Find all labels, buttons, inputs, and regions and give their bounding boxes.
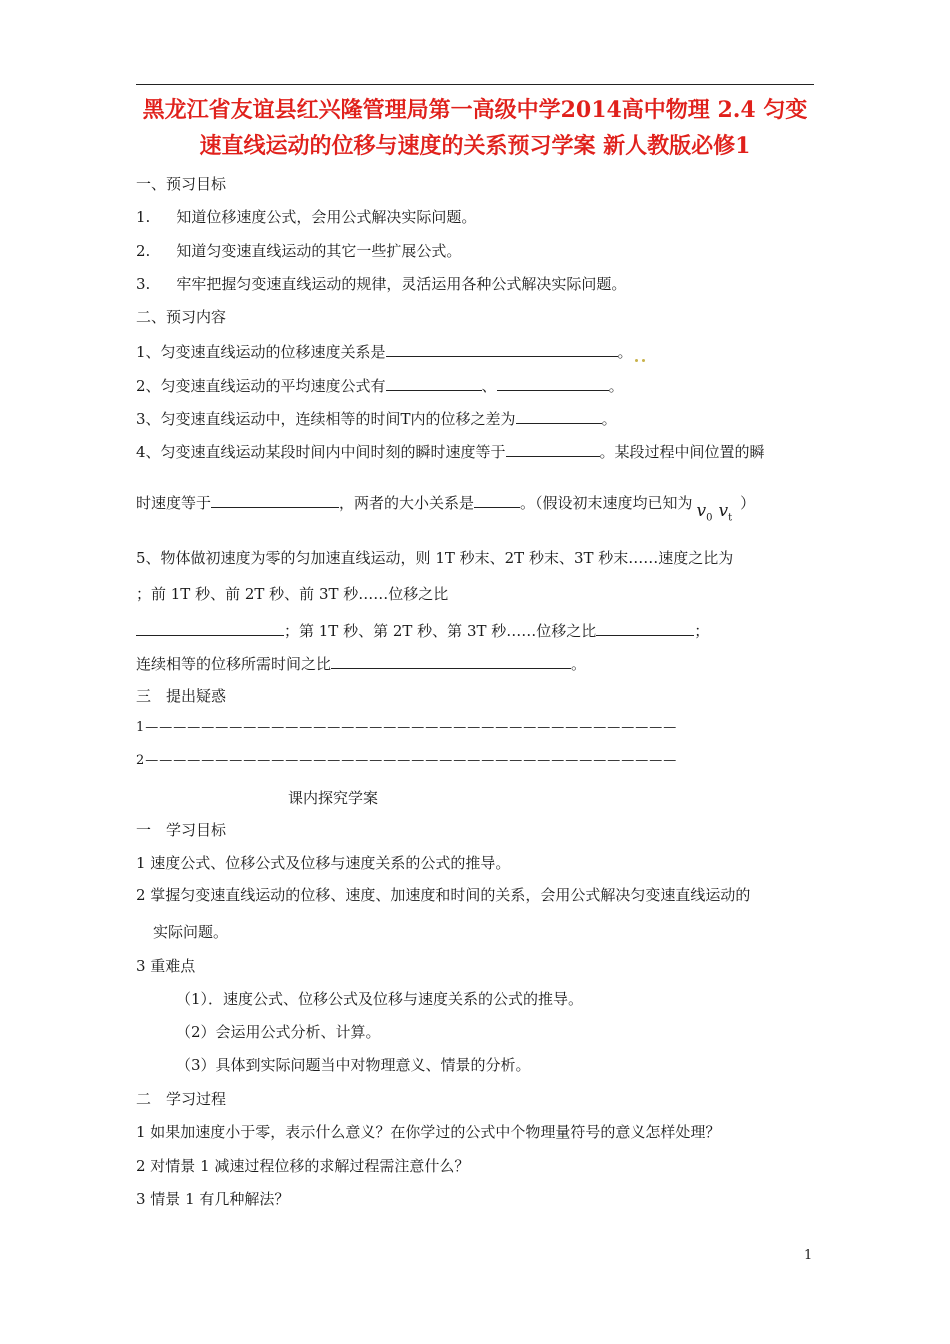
- header-rule: [136, 84, 814, 85]
- key-point-2: （2）会运用公式分析、计算。: [176, 1023, 381, 1041]
- inclass-goal-1: 1 速度公式、位移公式及位移与速度关系的公式的推导。: [136, 854, 511, 872]
- question-2: 2、匀变速直线运动的平均速度公式有 、 。: [136, 377, 624, 395]
- process-heading: 二 学习过程: [136, 1090, 227, 1108]
- preview-goals-heading: 一、预习目标: [136, 175, 227, 193]
- question-5-line3: ；第 1T 秒、第 2T 秒、第 3T 秒……位移之比 ；: [136, 620, 709, 641]
- question-1: 1、匀变速直线运动的位移速度关系是 。: [136, 341, 647, 362]
- answer-blank[interactable]: [331, 653, 571, 669]
- answer-blank[interactable]: [386, 341, 618, 357]
- preview-goal-2: 2. 知道匀变速直线运动的其它一些扩展公式。: [136, 242, 462, 260]
- doubts-heading: 三 提出疑惑: [136, 687, 227, 705]
- vt-symbol: $v_t$: [718, 501, 733, 524]
- preview-goal-3: 3. 牢牢把握匀变速直线运动的规律，灵活运用各种公式解决实际问题。: [136, 275, 627, 293]
- v0-symbol: $v_0$: [696, 501, 713, 524]
- answer-blank[interactable]: [386, 375, 482, 391]
- answer-blank[interactable]: [497, 375, 609, 391]
- inclass-goal-2-line1: 2 掌握匀变速直线运动的位移、速度、加速度和时间的关系，会用公式解决匀变速直线运动的: [136, 886, 751, 904]
- inclass-goals-heading: 一 学习目标: [136, 821, 227, 839]
- answer-blank[interactable]: [596, 620, 694, 636]
- answer-blank[interactable]: [516, 408, 602, 424]
- inclass-heading: 课内探究学案: [288, 789, 379, 807]
- question-3: 3、匀变速直线运动中，连续相等的时间T内的位移之差为 。: [136, 410, 617, 428]
- document-title-line2: 速直线运动的位移与速度的关系预习学案 新人教版必修1: [199, 133, 751, 159]
- answer-blank[interactable]: [211, 492, 339, 508]
- answer-blank[interactable]: [506, 441, 600, 457]
- preview-content-heading: 二、预习内容: [136, 308, 227, 326]
- preview-goal-1: 1. 知道位移速度公式，会用公式解决实际问题。: [136, 208, 477, 226]
- doubt-line-1[interactable]: 1——————————————————————————————————————: [136, 720, 678, 735]
- page-number: 1: [804, 1248, 813, 1263]
- key-point-1: （1）．速度公式、位移公式及位移与速度关系的公式的推导。: [176, 990, 584, 1008]
- document-title-line1: 黑龙江省友谊县红兴隆管理局第一高级中学2014高中物理 2.4 匀变: [142, 97, 808, 123]
- mark-dot: [635, 359, 638, 362]
- question-5-line4: 连续相等的位移所需时间之比 。: [136, 655, 587, 673]
- answer-blank[interactable]: [474, 492, 520, 508]
- question-5-line1: 5、物体做初速度为零的匀加速直线运动，则 1T 秒末、2T 秒末、3T 秒末……速度之比为: [136, 549, 734, 567]
- process-question-3: 3 情景 1 有几种解法？: [136, 1190, 290, 1208]
- process-question-2: 2 对情景 1 减速过程位移的求解过程需注意什么？: [136, 1157, 470, 1175]
- question-5-line2: ；前 1T 秒、前 2T 秒、前 3T 秒……位移之比: [136, 585, 449, 603]
- question-4-line2: 时速度等于 ，两者的大小关系是 。（假设初末速度均已知为 $v_0$ $v_t$）: [136, 494, 756, 524]
- question-4-line1: 4、匀变速直线运动某段时间内中间时刻的瞬时速度等于 。某段过程中间位置的瞬: [136, 443, 765, 461]
- doubt-line-2[interactable]: 2——————————————————————————————————————: [136, 753, 678, 768]
- process-question-1: 1 如果加速度小于零，表示什么意义？在你学过的公式中个物理量符号的意义怎样处理？: [136, 1123, 721, 1141]
- key-point-3: （3）具体到实际问题当中对物理意义、情景的分析。: [176, 1056, 531, 1074]
- key-points-heading: 3 重难点: [136, 957, 196, 975]
- inclass-goal-2-line2: 实际问题。: [153, 923, 229, 941]
- answer-blank[interactable]: [136, 620, 284, 636]
- mark-dot: [642, 359, 645, 362]
